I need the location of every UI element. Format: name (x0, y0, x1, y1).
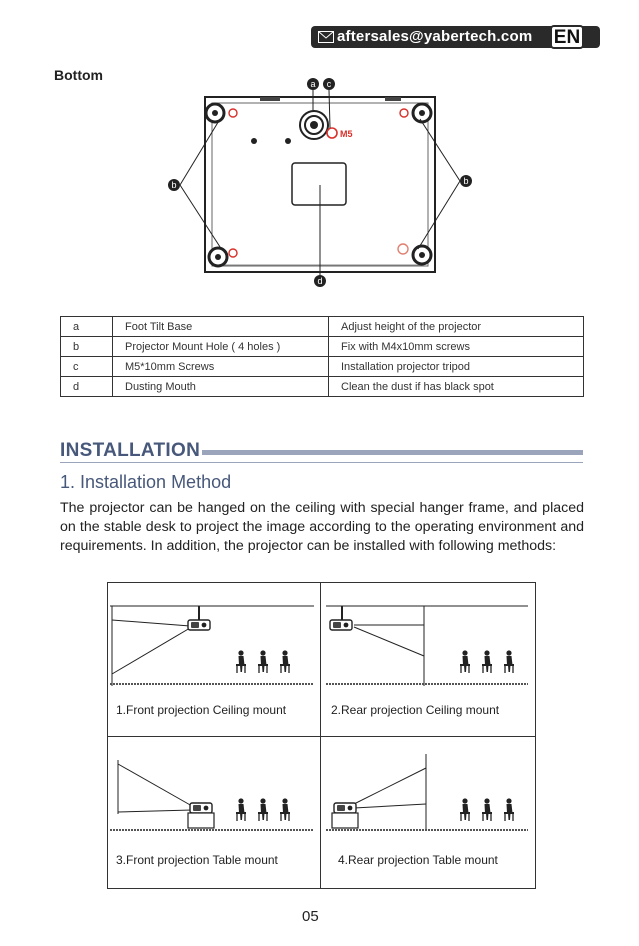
intro-paragraph: The projector can be hanged on the ceiling with special hanger frame, and placed on the stable desk to project the image according to the operating environment and requirements. In addition, the projector can be installed with following methods: (60, 500, 584, 554)
language-badge: EN (550, 25, 584, 49)
page-number: 05 (302, 908, 319, 925)
table-row (61, 357, 584, 377)
part-description: Adjust height of the projector (329, 317, 584, 337)
callout-c: c (326, 79, 332, 89)
method-caption-3: 3.Front projection Table mount (116, 853, 278, 867)
m5-label: M5 (340, 129, 353, 139)
part-key: c (61, 357, 113, 377)
part-description: Fix with M4x10mm screws (329, 337, 584, 357)
method-caption-4: 4.Rear projection Table mount (338, 853, 498, 867)
subsection-title: 1. Installation Method (60, 472, 232, 492)
method-front-ceiling-illustration (110, 596, 318, 692)
method-front-table-illustration (110, 748, 318, 844)
table-row (61, 337, 584, 357)
callout-b-right: b (463, 176, 469, 186)
part-name: Projector Mount Hole ( 4 holes ) (113, 337, 329, 357)
method-rear-ceiling-illustration (324, 596, 532, 692)
section-divider (60, 462, 583, 463)
part-name: Foot Tilt Base (113, 317, 329, 337)
method-rear-table-illustration (324, 748, 532, 844)
method-caption-1: 1.Front projection Ceiling mount (116, 703, 287, 717)
callout-d: d (317, 276, 323, 286)
table-row (61, 377, 584, 397)
part-key: d (61, 377, 113, 397)
callout-b-left: b (171, 180, 177, 190)
section-title-bar (202, 450, 583, 455)
callout-a: a (310, 79, 316, 89)
projector-bottom-diagram (160, 75, 490, 290)
grid-divider-horizontal (107, 736, 536, 737)
section-title: INSTALLATION (60, 440, 201, 461)
part-description: Clean the dust if has black spot (329, 377, 584, 397)
part-key: a (61, 317, 113, 337)
table-row (61, 317, 584, 337)
part-name: M5*10mm Screws (113, 357, 329, 377)
parts-table (60, 316, 584, 397)
part-key: b (61, 337, 113, 357)
part-name: Dusting Mouth (113, 377, 329, 397)
bottom-view-title: Bottom (54, 67, 103, 83)
method-caption-2: 2.Rear projection Ceiling mount (331, 703, 500, 717)
mail-icon (318, 31, 334, 43)
support-email[interactable]: aftersales@yabertech.com (337, 28, 533, 45)
part-description: Installation projector tripod (329, 357, 584, 377)
